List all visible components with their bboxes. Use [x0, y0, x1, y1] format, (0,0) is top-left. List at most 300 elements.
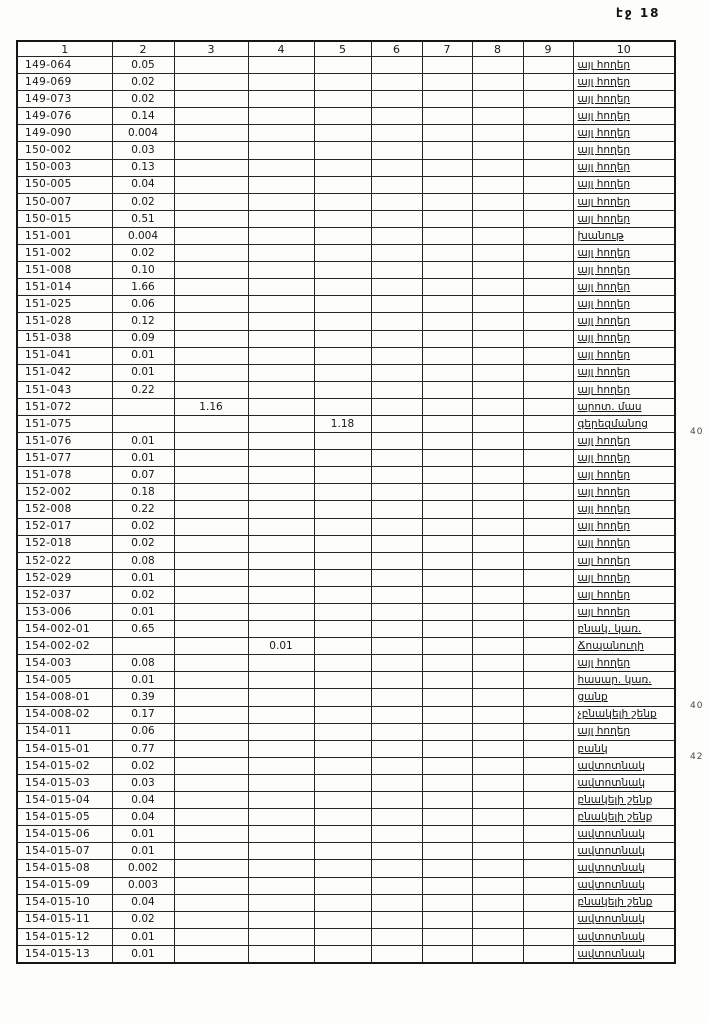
value-cell [472, 604, 523, 621]
value-cell [422, 74, 472, 91]
value-cell [174, 535, 248, 552]
value-cell [371, 569, 422, 586]
value-cell [371, 142, 422, 159]
value-cell [523, 433, 573, 450]
value-cell [523, 655, 573, 672]
value-cell: 0.01 [112, 928, 174, 945]
value-cell [248, 655, 314, 672]
value-cell: 0.14 [112, 108, 174, 125]
value-cell [371, 928, 422, 945]
value-cell [472, 877, 523, 894]
land-use-cell: այլ հողեր [573, 467, 675, 484]
value-cell [422, 894, 472, 911]
value-cell: 0.17 [112, 706, 174, 723]
land-use-cell: այլ հողեր [573, 313, 675, 330]
land-use-cell: գերեզմանոց [573, 415, 675, 432]
value-cell [371, 945, 422, 963]
handwritten-note: 40 [690, 427, 704, 437]
value-cell [314, 108, 371, 125]
table-row [17, 945, 675, 963]
value-cell [371, 586, 422, 603]
value-cell [314, 484, 371, 501]
value-cell [422, 279, 472, 296]
value-cell [248, 57, 314, 74]
land-use-cell: հասար. կառ. [573, 672, 675, 689]
value-cell [174, 621, 248, 638]
table-row [17, 757, 675, 774]
value-cell [472, 245, 523, 262]
parcel-code-cell: 154-015-04 [17, 792, 112, 809]
table-row [17, 279, 675, 296]
value-cell: 0.39 [112, 689, 174, 706]
parcel-code-cell: 149-073 [17, 91, 112, 108]
value-cell [472, 364, 523, 381]
value-cell [314, 227, 371, 244]
value-cell [174, 655, 248, 672]
parcel-code-cell: 154-015-05 [17, 809, 112, 826]
parcel-code-cell: 154-015-09 [17, 877, 112, 894]
value-cell [523, 279, 573, 296]
value-cell [174, 313, 248, 330]
value-cell: 0.02 [112, 193, 174, 210]
value-cell [371, 604, 422, 621]
value-cell [314, 655, 371, 672]
land-use-cell: խանութ [573, 227, 675, 244]
value-cell [523, 911, 573, 928]
table-row [17, 57, 675, 74]
value-cell [174, 877, 248, 894]
value-cell [314, 740, 371, 757]
value-cell [523, 535, 573, 552]
value-cell [314, 74, 371, 91]
value-cell [472, 826, 523, 843]
value-cell [248, 689, 314, 706]
land-use-cell: արոտ. մաս [573, 398, 675, 415]
table-row [17, 415, 675, 432]
table-row [17, 142, 675, 159]
value-cell: 0.22 [112, 381, 174, 398]
parcel-code-cell: 154-002-02 [17, 638, 112, 655]
value-cell [472, 262, 523, 279]
table-row [17, 792, 675, 809]
value-cell [422, 535, 472, 552]
parcel-code-cell: 154-015-01 [17, 740, 112, 757]
handwritten-note: 42 [690, 752, 704, 762]
value-cell: 0.10 [112, 262, 174, 279]
value-cell [472, 91, 523, 108]
table-row [17, 604, 675, 621]
parcel-code-cell: 152-037 [17, 586, 112, 603]
value-cell [314, 296, 371, 313]
table-row [17, 894, 675, 911]
value-cell [314, 689, 371, 706]
parcel-code-cell: 150-003 [17, 159, 112, 176]
value-cell: 0.04 [112, 809, 174, 826]
table-row [17, 381, 675, 398]
value-cell [371, 552, 422, 569]
value-cell [314, 638, 371, 655]
value-cell [314, 313, 371, 330]
value-cell [248, 313, 314, 330]
value-cell [472, 672, 523, 689]
value-cell [422, 501, 472, 518]
land-table [16, 40, 676, 964]
value-cell [174, 450, 248, 467]
parcel-code-cell: 154-015-10 [17, 894, 112, 911]
value-cell [248, 279, 314, 296]
value-cell [523, 706, 573, 723]
value-cell [174, 809, 248, 826]
value-cell [248, 843, 314, 860]
column-header: 2 [112, 41, 174, 57]
value-cell [248, 809, 314, 826]
value-cell: 0.002 [112, 860, 174, 877]
value-cell [314, 125, 371, 142]
value-cell [422, 911, 472, 928]
value-cell [371, 415, 422, 432]
value-cell [248, 347, 314, 364]
value-cell [174, 467, 248, 484]
value-cell [422, 364, 472, 381]
value-cell [523, 826, 573, 843]
land-use-cell: այլ հողեր [573, 518, 675, 535]
column-header: 9 [523, 41, 573, 57]
value-cell [523, 347, 573, 364]
table-row [17, 313, 675, 330]
table-row [17, 159, 675, 176]
land-use-cell: այլ հողեր [573, 210, 675, 227]
value-cell [314, 364, 371, 381]
value-cell [371, 450, 422, 467]
parcel-code-cell: 150-007 [17, 193, 112, 210]
value-cell: 0.02 [112, 757, 174, 774]
value-cell [248, 398, 314, 415]
value-cell [472, 655, 523, 672]
land-use-cell: չբնակելի շենք [573, 706, 675, 723]
value-cell [371, 535, 422, 552]
land-use-cell: այլ հողեր [573, 245, 675, 262]
parcel-code-cell: 154-015-06 [17, 826, 112, 843]
value-cell [248, 450, 314, 467]
value-cell [314, 723, 371, 740]
table-row [17, 467, 675, 484]
value-cell [523, 809, 573, 826]
table-row [17, 843, 675, 860]
value-cell [314, 330, 371, 347]
value-cell: 0.004 [112, 227, 174, 244]
value-cell [371, 193, 422, 210]
value-cell [371, 706, 422, 723]
parcel-code-cell: 154-015-02 [17, 757, 112, 774]
value-cell [371, 672, 422, 689]
value-cell [174, 91, 248, 108]
value-cell [472, 57, 523, 74]
value-cell [371, 501, 422, 518]
land-use-cell: այլ հողեր [573, 296, 675, 313]
column-header: 10 [573, 41, 675, 57]
value-cell [422, 91, 472, 108]
value-cell [314, 809, 371, 826]
value-cell [174, 433, 248, 450]
value-cell [371, 398, 422, 415]
parcel-code-cell: 150-005 [17, 176, 112, 193]
value-cell [314, 159, 371, 176]
table-row [17, 586, 675, 603]
value-cell [248, 877, 314, 894]
value-cell [472, 313, 523, 330]
table-row [17, 193, 675, 210]
value-cell [472, 740, 523, 757]
value-cell [371, 809, 422, 826]
value-cell [371, 381, 422, 398]
value-cell [472, 689, 523, 706]
table-row [17, 706, 675, 723]
parcel-code-cell: 151-028 [17, 313, 112, 330]
value-cell [523, 843, 573, 860]
value-cell [174, 911, 248, 928]
value-cell [523, 569, 573, 586]
value-cell [371, 792, 422, 809]
value-cell [472, 638, 523, 655]
value-cell [248, 381, 314, 398]
land-use-cell: այլ հողեր [573, 176, 675, 193]
value-cell [174, 245, 248, 262]
value-cell [248, 535, 314, 552]
column-header: 5 [314, 41, 371, 57]
value-cell [371, 262, 422, 279]
value-cell [248, 826, 314, 843]
value-cell [472, 347, 523, 364]
value-cell [472, 433, 523, 450]
value-cell [422, 108, 472, 125]
value-cell: 0.003 [112, 877, 174, 894]
value-cell: 0.01 [112, 945, 174, 963]
value-cell [422, 159, 472, 176]
value-cell [472, 210, 523, 227]
column-header: 8 [472, 41, 523, 57]
value-cell: 0.02 [112, 586, 174, 603]
parcel-code-cell: 151-041 [17, 347, 112, 364]
value-cell [472, 518, 523, 535]
land-use-cell: այլ հողեր [573, 364, 675, 381]
parcel-code-cell: 150-002 [17, 142, 112, 159]
value-cell [523, 159, 573, 176]
value-cell: 0.04 [112, 894, 174, 911]
value-cell [472, 108, 523, 125]
land-use-cell: այլ հողեր [573, 193, 675, 210]
value-cell [422, 57, 472, 74]
value-cell [422, 877, 472, 894]
land-use-cell: ավտոտնակ [573, 826, 675, 843]
parcel-code-cell: 151-001 [17, 227, 112, 244]
value-cell [314, 245, 371, 262]
value-cell [472, 227, 523, 244]
value-cell [174, 415, 248, 432]
value-cell [174, 757, 248, 774]
value-cell [422, 330, 472, 347]
value-cell [523, 450, 573, 467]
table-row [17, 125, 675, 142]
value-cell [472, 911, 523, 928]
table-row [17, 210, 675, 227]
parcel-code-cell: 151-077 [17, 450, 112, 467]
value-cell [472, 535, 523, 552]
column-header: 4 [248, 41, 314, 57]
value-cell [523, 689, 573, 706]
parcel-code-cell: 154-003 [17, 655, 112, 672]
table-row [17, 484, 675, 501]
value-cell: 0.02 [112, 518, 174, 535]
value-cell [248, 210, 314, 227]
value-cell [112, 398, 174, 415]
parcel-code-cell: 154-015-12 [17, 928, 112, 945]
land-use-cell: այլ հողեր [573, 74, 675, 91]
value-cell [472, 928, 523, 945]
value-cell [314, 467, 371, 484]
value-cell [472, 501, 523, 518]
value-cell [248, 792, 314, 809]
value-cell [174, 279, 248, 296]
parcel-code-cell: 154-015-07 [17, 843, 112, 860]
value-cell [472, 450, 523, 467]
value-cell [523, 296, 573, 313]
table-row [17, 364, 675, 381]
parcel-code-cell: 153-006 [17, 604, 112, 621]
value-cell [371, 57, 422, 74]
value-cell [371, 484, 422, 501]
value-cell [472, 894, 523, 911]
value-cell [523, 552, 573, 569]
value-cell: 0.06 [112, 723, 174, 740]
value-cell [314, 91, 371, 108]
parcel-code-cell: 151-075 [17, 415, 112, 432]
value-cell: 0.01 [112, 604, 174, 621]
value-cell [174, 672, 248, 689]
value-cell [314, 381, 371, 398]
value-cell [422, 125, 472, 142]
value-cell [174, 740, 248, 757]
land-use-cell: ավտոտնակ [573, 928, 675, 945]
value-cell [523, 894, 573, 911]
value-cell: 0.01 [112, 672, 174, 689]
value-cell [248, 945, 314, 963]
value-cell [371, 757, 422, 774]
value-cell [314, 176, 371, 193]
value-cell [248, 723, 314, 740]
land-use-cell: այլ հողեր [573, 552, 675, 569]
value-cell [248, 245, 314, 262]
value-cell: 0.51 [112, 210, 174, 227]
value-cell [472, 860, 523, 877]
value-cell: 1.16 [174, 398, 248, 415]
value-cell: 0.02 [112, 245, 174, 262]
value-cell [371, 279, 422, 296]
value-cell [248, 740, 314, 757]
value-cell [248, 552, 314, 569]
value-cell [174, 945, 248, 963]
land-use-cell: այլ հողեր [573, 450, 675, 467]
value-cell [314, 279, 371, 296]
land-use-cell: այլ հողեր [573, 279, 675, 296]
value-cell [422, 792, 472, 809]
land-use-cell: ավտոտնակ [573, 911, 675, 928]
table-row [17, 911, 675, 928]
value-cell [422, 723, 472, 740]
table-row [17, 330, 675, 347]
land-use-cell: այլ հողեր [573, 57, 675, 74]
value-cell [371, 467, 422, 484]
value-cell [174, 210, 248, 227]
value-cell [314, 945, 371, 963]
parcel-code-cell: 152-017 [17, 518, 112, 535]
table-row [17, 501, 675, 518]
value-cell [422, 809, 472, 826]
value-cell [371, 826, 422, 843]
value-cell: 0.03 [112, 774, 174, 791]
value-cell [523, 210, 573, 227]
value-cell [174, 484, 248, 501]
value-cell [472, 569, 523, 586]
land-use-cell: ավտոտնակ [573, 860, 675, 877]
value-cell: 0.02 [112, 74, 174, 91]
parcel-code-cell: 154-015-13 [17, 945, 112, 963]
value-cell [371, 330, 422, 347]
value-cell [371, 621, 422, 638]
value-cell [248, 586, 314, 603]
value-cell [174, 193, 248, 210]
value-cell [371, 245, 422, 262]
value-cell [314, 792, 371, 809]
value-cell [314, 826, 371, 843]
value-cell [422, 928, 472, 945]
value-cell [314, 535, 371, 552]
value-cell [371, 774, 422, 791]
value-cell: 1.18 [314, 415, 371, 432]
parcel-code-cell: 152-029 [17, 569, 112, 586]
land-use-cell: բնակելի շենք [573, 792, 675, 809]
table-row [17, 877, 675, 894]
table-row [17, 245, 675, 262]
value-cell [248, 193, 314, 210]
value-cell [523, 176, 573, 193]
value-cell [523, 398, 573, 415]
table-row [17, 826, 675, 843]
value-cell [422, 484, 472, 501]
land-use-cell: այլ հողեր [573, 330, 675, 347]
column-header: 3 [174, 41, 248, 57]
value-cell [248, 911, 314, 928]
value-cell [174, 774, 248, 791]
value-cell [422, 210, 472, 227]
value-cell [422, 227, 472, 244]
parcel-code-cell: 151-042 [17, 364, 112, 381]
land-use-cell: բնակ. կառ. [573, 621, 675, 638]
value-cell [314, 57, 371, 74]
value-cell [523, 723, 573, 740]
value-cell [314, 193, 371, 210]
value-cell [523, 621, 573, 638]
value-cell [174, 176, 248, 193]
value-cell [472, 843, 523, 860]
land-use-cell: այլ հողեր [573, 535, 675, 552]
value-cell [371, 176, 422, 193]
value-cell [422, 433, 472, 450]
parcel-code-cell: 150-015 [17, 210, 112, 227]
parcel-code-cell: 154-008-02 [17, 706, 112, 723]
value-cell [174, 142, 248, 159]
land-use-cell: այլ հողեր [573, 655, 675, 672]
value-cell [472, 484, 523, 501]
